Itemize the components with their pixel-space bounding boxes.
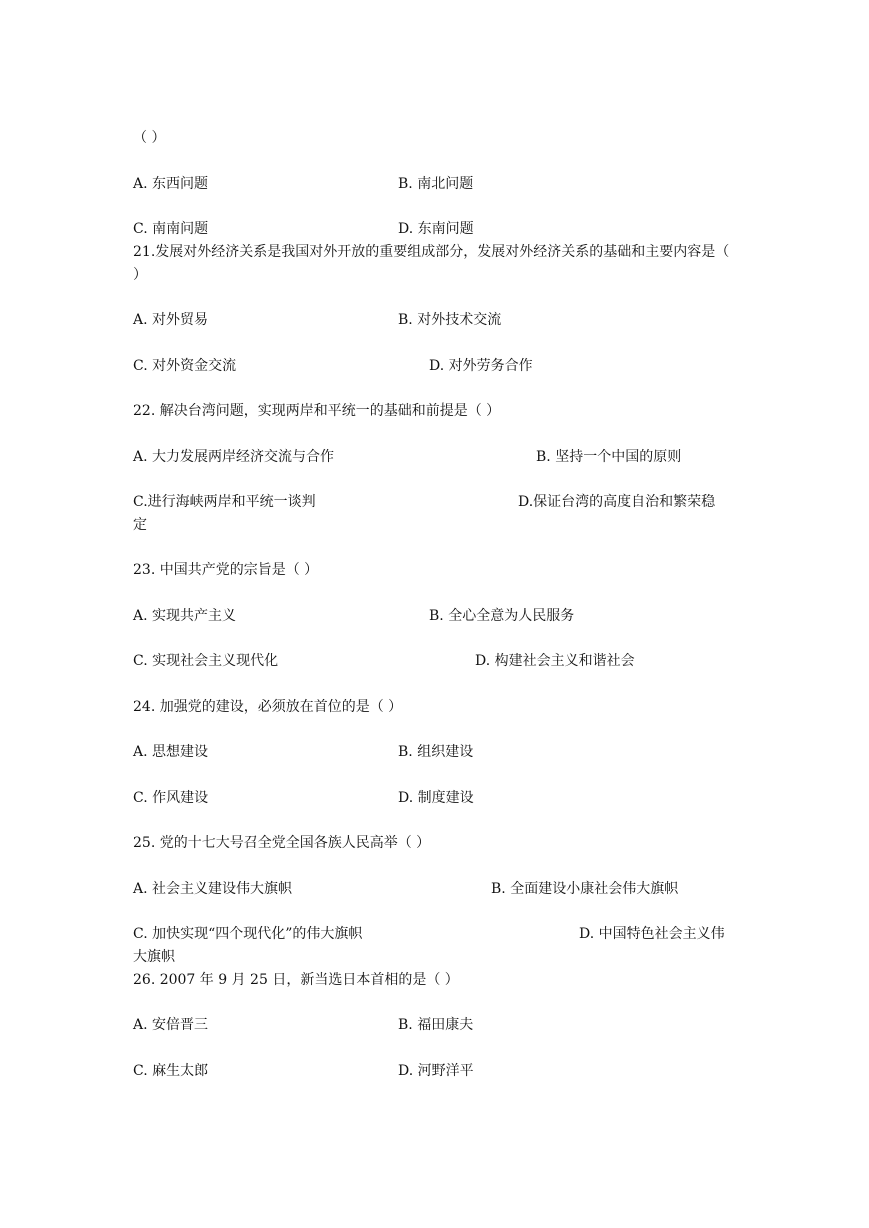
q26-option-c: C. 麻生太郎 [133,1063,209,1079]
q23-option-a: A. 实现共产主义 [133,608,237,624]
q20-option-d: D. 东南问题 [398,221,474,237]
q23-option-d: D. 构建社会主义和谐社会 [475,653,635,669]
q20-option-a: A. 东西问题 [133,176,209,192]
q22-option-d-continued: 定 [133,517,147,533]
q20-answer-paren: （ ） [133,130,166,146]
q25-option-d: D. 中国特色社会主义伟 [579,926,725,942]
q25-option-a: A. 社会主义建设伟大旗帜 [133,881,293,897]
q24-option-d: D. 制度建设 [398,790,474,806]
q25-option-c: C. 加快实现“四个现代化”的伟大旗帜 [133,926,363,942]
q22-option-c: C.进行海峡两岸和平统一谈判 [133,494,316,510]
q20-option-c: C. 南南问题 [133,221,209,237]
q22-option-d: D.保证台湾的高度自治和繁荣稳 [518,494,716,510]
q21-option-d: D. 对外劳务合作 [429,358,533,374]
q21-option-a: A. 对外贸易 [133,312,209,328]
q22-option-a: A. 大力发展两岸经济交流与合作 [133,449,335,465]
q23-option-b: B. 全心全意为人民服务 [429,608,575,624]
q25-option-d-continued: 大旗帜 [133,949,175,965]
q21-stem: 21.发展对外经济关系是我国对外开放的重要组成部分，发展对外经济关系的基础和主要内容是（ ） [133,244,730,283]
q26-option-b: B. 福田康夫 [398,1017,474,1033]
q26-option-a: A. 安倍晋三 [133,1017,209,1033]
q20-option-b: B. 南北问题 [398,176,474,192]
q24-option-c: C. 作风建设 [133,790,209,806]
q23-option-c: C. 实现社会主义现代化 [133,653,279,669]
q24-option-b: B. 组织建设 [398,744,474,760]
q21-option-c: C. 对外资金交流 [133,358,237,374]
q25-stem: 25. 党的十七大号召全党全国各族人民高举（ ） [133,835,431,851]
q23-stem: 23. 中国共产党的宗旨是（ ） [133,562,319,578]
q22-option-b: B. 坚持一个中国的原则 [536,449,682,465]
q22-stem: 22. 解决台湾问题，实现两岸和平统一的基础和前提是（ ） [133,403,501,419]
q21-option-b: B. 对外技术交流 [398,312,502,328]
q26-stem: 26. 2007 年 9 月 25 日，新当选日本首相的是（ ） [133,972,459,988]
q24-option-a: A. 思想建设 [133,744,209,760]
q25-option-b: B. 全面建设小康社会伟大旗帜 [491,881,679,897]
q24-stem: 24. 加强党的建设，必须放在首位的是（ ） [133,699,403,715]
q26-option-d: D. 河野洋平 [398,1063,474,1079]
